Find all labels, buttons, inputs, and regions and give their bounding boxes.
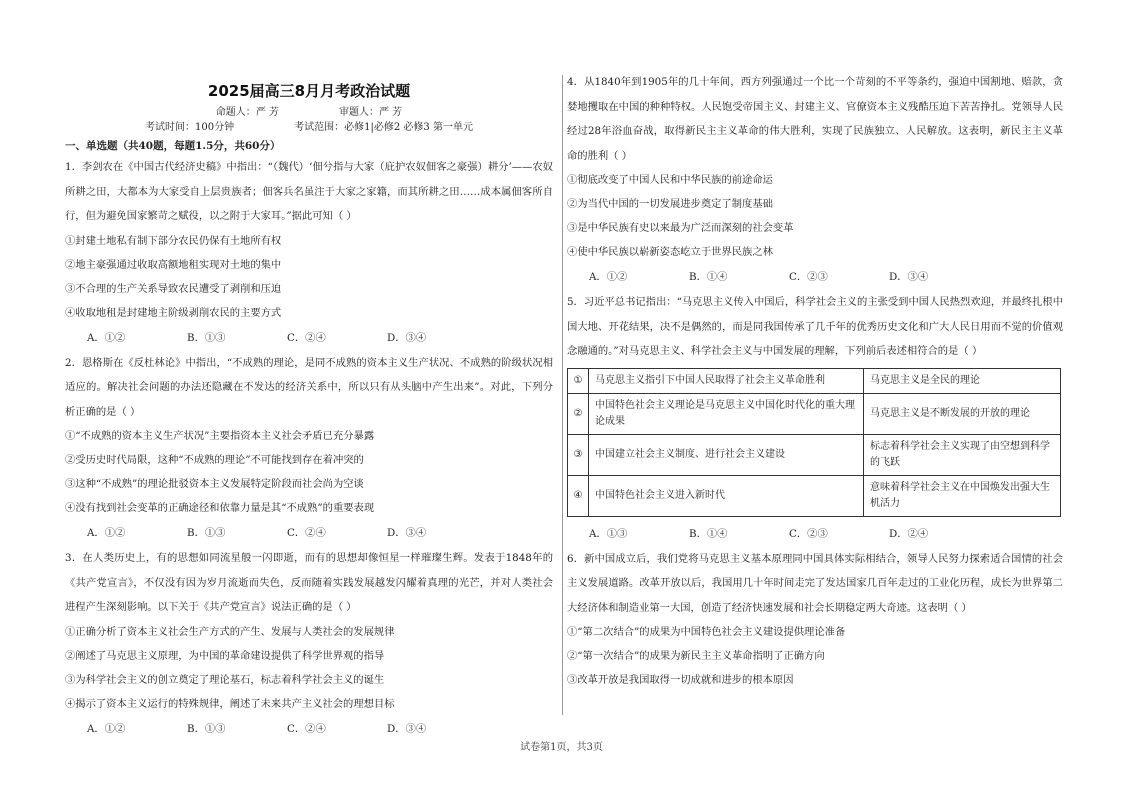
- question-stem: 4．从1840年到1905年的几十年间，西方列强通过一个比一个苛刻的不平等条约，强迫中国割地、赔款，贪婪地攫取在中国的种种特权。人民饱受帝国主义、封建主义、官僚资本主义残酷压迫下苦苦挣扎。党领导人民经过28年浴血奋战，取得新民主主义革命的伟大胜利，实现了民族独立、人民解放。这表明，新民主主义革命的胜利（ ）: [567, 76, 1063, 162]
- choice-c[interactable]: C．②③: [789, 527, 828, 540]
- statement-3: ③为科学社会主义的创立奠定了理论基石，标志着科学社会主义的诞生: [65, 673, 385, 686]
- statement-4: ④揭示了资本主义运行的特殊规律，阐述了未来共产主义社会的理想目标: [65, 697, 395, 710]
- question-4: [567, 70, 1063, 290]
- row-number: ②: [568, 393, 589, 434]
- choice-d[interactable]: D．③④: [889, 271, 929, 283]
- choice-b[interactable]: B．①④: [689, 527, 728, 540]
- question-stem: 1．李剑农在《中国古代经济史稿》中指出：“（魏代）‘佃兮指与大家（庇护农奴佃客之豪强）耕分’——农奴所耕之田，大都本为大家受自上层贵族者；佃客兵名虽注于大家之家籍，而其所耕之田……成本属佃客所自行，但为避免国家繁苛之赋役，以之附于大家耳。”据此可知（ ）: [65, 161, 553, 222]
- question-stem: 5．习近平总书记指出：“马克思主义传入中国后，科学社会主义的主张受到中国人民热烈欢迎，并最终扎根中国大地、开花结果，决不是偶然的，而是同我国传承了几千年的优秀历史文化和广大人民日用而不觉的价值观念融通的。”对马克思主义、科学社会主义与中国发展的理解，下列前后表述相符合的是（ ）: [567, 296, 1063, 357]
- choice-b[interactable]: B．①④: [689, 271, 728, 283]
- row-number: ①: [568, 368, 589, 393]
- answer-choices: [65, 520, 553, 546]
- row-fact: 中国特色社会主义进入新时代: [589, 475, 864, 516]
- statement-2: ②受历史时代局限，这种“不成熟的理论”不可能找到存在着冲突的: [65, 454, 364, 466]
- question-2: [65, 351, 553, 547]
- question-6: [567, 547, 1063, 693]
- answer-choices: [567, 264, 1063, 290]
- choice-b[interactable]: B．①③: [187, 331, 226, 344]
- statement-1: ①封建土地私有制下部分农民仍保有土地所有权: [65, 234, 282, 247]
- answer-choices: [65, 325, 553, 351]
- statement-2: ②为当代中国的一切发展进步奠定了制度基础: [567, 198, 773, 210]
- statement-1: ①“第二次结合”的成果为中国特色社会主义建设提供理论准备: [567, 626, 846, 638]
- table-row: [568, 368, 1061, 393]
- row-number: ④: [568, 475, 589, 516]
- choice-c[interactable]: C．②③: [789, 271, 828, 283]
- right-column: [567, 70, 1063, 692]
- answer-choices: [567, 521, 1063, 547]
- choice-c[interactable]: C．②④: [287, 331, 326, 344]
- table-row: [568, 475, 1061, 516]
- choice-b[interactable]: B．①③: [187, 527, 226, 539]
- time-info: 考试时间：100分钟: [145, 122, 235, 133]
- row-fact: 中国建立社会主义制度、进行社会主义建设: [589, 434, 864, 475]
- statement-3: ③是中华民族有史以来最为广泛而深刻的社会变革: [567, 222, 794, 234]
- statement-2: ②“第一次结合”的成果为新民主主义革命指明了正确方向: [567, 650, 825, 662]
- statement-4: ④收取地租是封建地主阶级剥削农民的主要方式: [65, 306, 282, 319]
- statement-1: ①正确分析了资本主义社会生产方式的产生、发展与人类社会的发展规律: [65, 625, 395, 638]
- comparison-table: [567, 368, 1061, 517]
- section-heading: 一、单选题（共40题，每题1.5分，共60分）: [65, 140, 281, 152]
- statement-4: ④使中华民族以崭新姿态屹立于世界民族之林: [567, 246, 773, 258]
- choice-d[interactable]: D．②④: [889, 527, 929, 540]
- row-number: ③: [568, 434, 589, 475]
- row-fact: 中国特色社会主义理论是马克思主义中国化时代化的重大理论成果: [589, 393, 864, 434]
- reviewer-info: 审题人：严 芳: [339, 107, 403, 118]
- row-meaning: 意味着科学社会主义在中国焕发出强大生机活力: [864, 475, 1061, 516]
- question-1: [65, 155, 553, 351]
- statement-2: ②阐述了马克思主义原理，为中国的革命建设提供了科学世界观的指导: [65, 649, 385, 662]
- row-meaning: 标志着科学社会主义实现了由空想到科学的飞跃: [864, 434, 1061, 475]
- question-stem: 6．新中国成立后，我们党将马克思主义基本原理同中国具体实际相结合，领导人民努力探索适合国情的社会主义发展道路。改革开放以后，我国用几十年时间走完了发达国家几百年走过的工业化历程，成长为世界第二大经济体和制造业第一大国，创造了经济快速发展和社会长期稳定两大奇迹。这表明（ ）: [567, 552, 1063, 614]
- table-row: [568, 434, 1061, 475]
- page-title: 2025届高三8月月考政治试题: [207, 82, 411, 100]
- statement-3: ③这种“不成熟”的理论批驳资本主义发展特定阶段而社会尚为空谈: [65, 478, 364, 490]
- statement-1: ①“不成熟的资本主义生产状况”主要指资本主义社会矛盾已充分暴露: [65, 430, 375, 442]
- author-info: 命题人：严 芳: [215, 107, 279, 118]
- choice-c[interactable]: C．②④: [287, 722, 326, 735]
- scope-info: 考试范围：必修1|必修2 必修3 第一单元: [294, 122, 473, 133]
- statement-1: ①彻底改变了中国人民和中华民族的前途命运: [567, 174, 773, 186]
- page-footer: 试卷第1页，共3页: [520, 742, 603, 753]
- choice-d[interactable]: D．③④: [387, 527, 427, 539]
- exam-meta: [65, 105, 553, 135]
- statement-3: ③改革开放是我国取得一切成就和进步的根本原因: [567, 674, 794, 686]
- choice-a[interactable]: A．①②: [87, 527, 126, 539]
- question-stem: 2．恩格斯在《反杜林论》中指出，“不成熟的理论，是同不成熟的资本主义生产状况、不成熟的阶级状况相适应的。解决社会问题的办法还隐藏在不发达的经济关系中，所以只有从头脑中产生出来”。对此，下列分析正确的是（ ）: [65, 356, 553, 418]
- question-stem: 3．在人类历史上，有的思想如同流星般一闪即逝，而有的思想却像恒星一样璀璨生辉。发表于1848年的《共产党宣言》，不仅没有因为岁月流逝而失色，反而随着实践发展越发闪耀着真理的光芒，并对人类社会进程产生深刻影响。以下关于《共产党宣言》说法正确的是（ ）: [65, 552, 553, 613]
- statement-4: ④没有找到社会变革的正确途径和依靠力量是其“不成熟”的重要表现: [65, 502, 375, 514]
- choice-a[interactable]: A．①②: [87, 722, 126, 735]
- table-row: [568, 393, 1061, 434]
- left-column: [65, 70, 553, 742]
- statement-3: ③不合理的生产关系导致农民遭受了剥削和压迫: [65, 282, 282, 295]
- choice-a[interactable]: A．①②: [87, 331, 126, 344]
- choice-d[interactable]: D．③④: [387, 331, 427, 344]
- row-meaning: 马克思主义是不断发展的开放的理论: [864, 393, 1061, 434]
- row-fact: 马克思主义指引下中国人民取得了社会主义革命胜利: [589, 368, 864, 393]
- question-5: [567, 290, 1063, 547]
- row-meaning: 马克思主义是全民的理论: [864, 368, 1061, 393]
- choice-a[interactable]: A．①③: [589, 527, 628, 540]
- choice-b[interactable]: B．①③: [187, 722, 226, 735]
- choice-a[interactable]: A．①②: [589, 271, 628, 283]
- column-divider: [562, 75, 563, 715]
- statement-2: ②地主豪强通过收取高额地租实现对土地的集中: [65, 258, 282, 271]
- choice-c[interactable]: C．②④: [287, 527, 326, 539]
- choice-d[interactable]: D．③④: [387, 722, 427, 735]
- question-3: [65, 546, 553, 742]
